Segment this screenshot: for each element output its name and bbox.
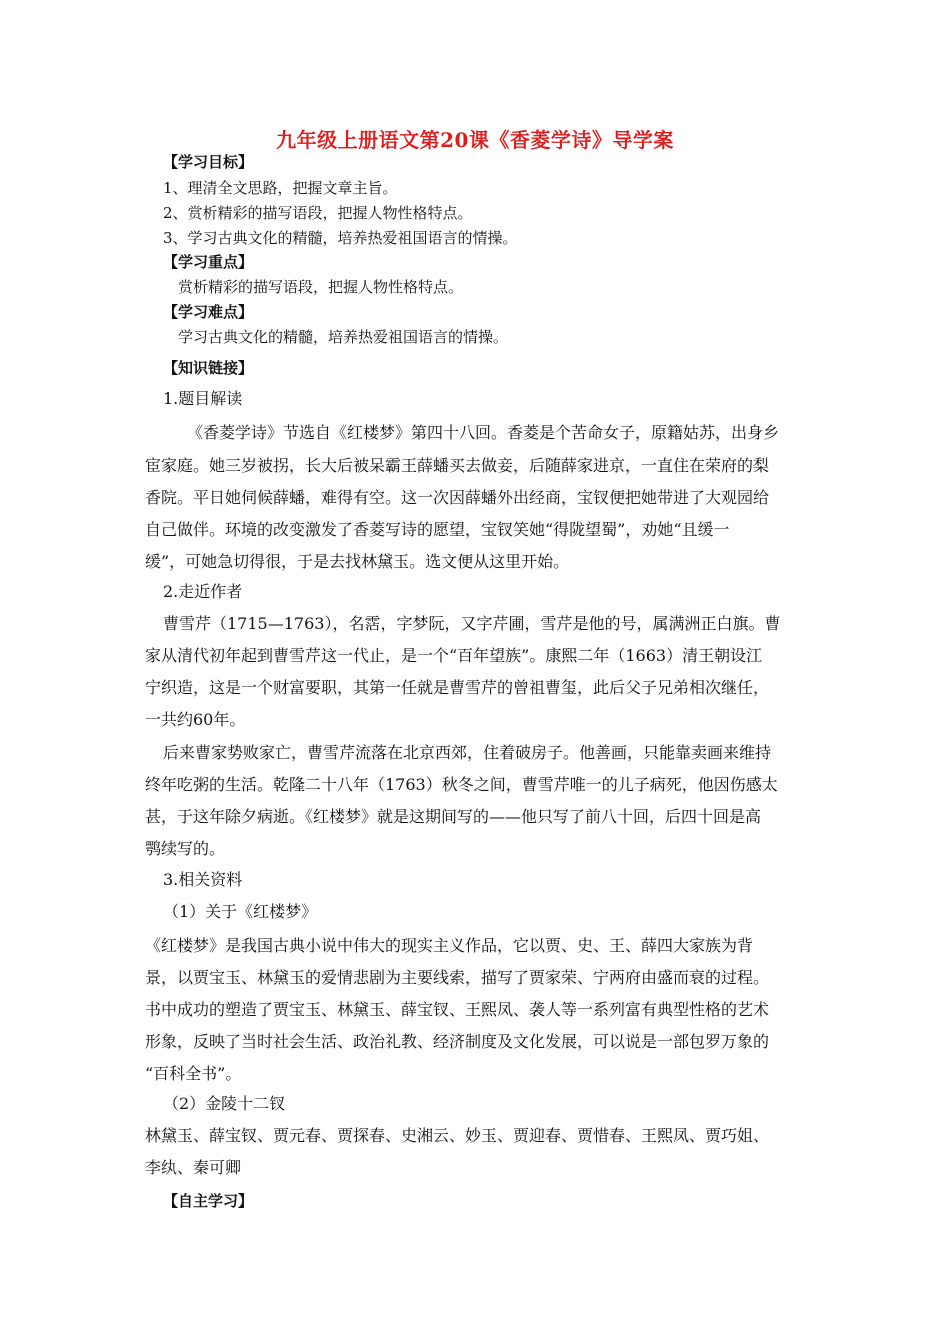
paragraph-line: 香院。平日她伺候薛蟠，难得有空。这一次因薛蟠外出经商，宝钗便把她带进了大观园给 [145, 488, 770, 507]
paragraph-line: 景，以贾宝玉、林黛玉的爱情悲剧为主要线索，描写了贾家荣、宁两府由盛而衰的过程。 [145, 968, 770, 987]
paragraph-line: 宁织造，这是一个财富要职，其第一任就是曹雪芹的曾祖曹玺，此后父子兄弟相次继任， [145, 678, 770, 697]
paragraph-line: 终年吃粥的生活。乾隆二十八年（1763）秋冬之间，曹雪芹唯一的儿子病死，他因伤感太 [145, 775, 778, 794]
difficulties-heading: 【学习难点】 [163, 303, 254, 321]
objective-item: 3、学习古典文化的精髓，培养热爱祖国语言的情操。 [163, 229, 518, 247]
section-title: 2.走近作者 [163, 582, 243, 601]
paragraph-line: 后来曹家势败家亡，曹雪芹流落在北京西郊，住着破房子。他善画，只能靠卖画来维持 [163, 743, 772, 762]
paragraph-line: 林黛玉、薛宝钗、贾元春、贾探春、史湘云、妙玉、贾迎春、贾惜春、王熙凤、贾巧姐、 [145, 1126, 770, 1145]
paragraph-line: 形象，反映了当时社会生活、政治礼教、经济制度及文化发展，可以说是一部包罗万象的 [145, 1032, 770, 1051]
paragraph-line: 缓”，可她急切得很，于是去找林黛玉。选文便从这里开始。 [145, 552, 570, 571]
paragraph-line: 宦家庭。她三岁被拐，长大后被呆霸王薛蟠买去做妾，后随薛家进京，一直住在荣府的梨 [145, 456, 770, 475]
paragraph-line: “百科全书”。 [145, 1064, 242, 1083]
paragraph-line: 曹雪芹（1715—1763），名霑，字梦阮，又字芹圃，雪芹是他的号，属满洲正白旗。曹 [163, 614, 781, 633]
section-title: 1.题目解读 [163, 389, 243, 408]
paragraph-line: 李纨、秦可卿 [145, 1158, 242, 1177]
document-title: 九年级上册语文第20课《香菱学诗》导学案 [276, 128, 674, 152]
subsection-title: （1）关于《红楼梦》 [163, 902, 318, 921]
paragraph-line: 甚，于这年除夕病逝。《红楼梦》就是这期间写的——他只写了前八十回，后四十回是高 [145, 807, 762, 826]
knowledge-heading: 【知识链接】 [163, 359, 254, 377]
difficulties-text: 学习古典文化的精髓，培养热爱祖国语言的情操。 [178, 328, 509, 346]
self-study-heading: 【自主学习】 [163, 1192, 254, 1210]
key-points-text: 赏析精彩的描写语段，把握人物性格特点。 [178, 278, 464, 296]
paragraph-line: 《红楼梦》是我国古典小说中伟大的现实主义作品，它以贾、史、王、薛四大家族为背 [145, 936, 754, 955]
paragraph-line: 一共约60年。 [145, 710, 246, 729]
objective-item: 1、理清全文思路，把握文章主旨。 [163, 179, 398, 197]
paragraph-line: 书中成功的塑造了贾宝玉、林黛玉、薛宝钗、王熙凤、袭人等一系列富有典型性格的艺术 [145, 1000, 770, 1019]
paragraph-line: 《香菱学诗》节选自《红楼梦》第四十八回。香菱是个苦命女子，原籍姑苏，出身乡 [187, 423, 780, 442]
paragraph-line: 家从清代初年起到曹雪芹这一代止，是一个“百年望族”。康熙二年（1663）清王朝设江 [145, 646, 763, 665]
paragraph-line: 自己做伴。环境的改变激发了香菱写诗的愿望，宝钗笑她“得陇望蜀”，劝她“且缓一 [145, 520, 730, 539]
paragraph-line: 鹗续写的。 [145, 839, 226, 858]
section-title: 3.相关资料 [163, 870, 243, 889]
objectives-heading: 【学习目标】 [163, 153, 254, 171]
subsection-title: （2）金陵十二钗 [163, 1094, 286, 1113]
objective-item: 2、赏析精彩的描写语段，把握人物性格特点。 [163, 204, 473, 222]
key-points-heading: 【学习重点】 [163, 253, 254, 271]
